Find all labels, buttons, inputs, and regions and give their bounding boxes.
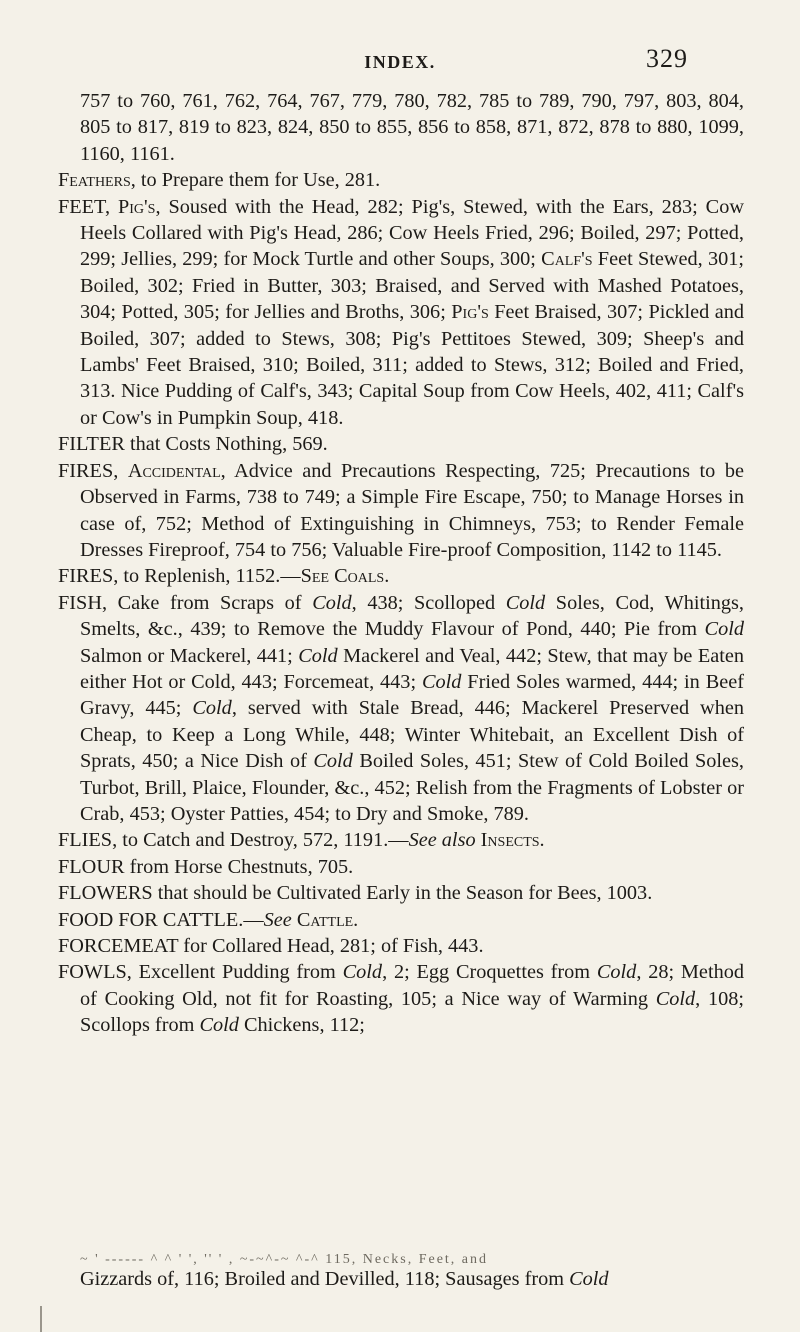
entry-heading: FIRES, [58,459,128,482]
index-entry [58,431,744,457]
entry-text: , to Replenish, 1152.— [113,565,301,588]
entry-heading: FLOUR [58,855,125,878]
entry-text: 757 to 760, 761, 762, 764, 767, 779, 780, 782, 785 to 789, 790, 797, 803, 804, 805 to 817, 819 to 823, 824, 850 to 855, 856 to 858, 871, 872, 878 to 880, 1099, 1160, 1161. [80,90,744,165]
page-edge-mark [40,1306,42,1332]
index-entry [58,933,744,959]
entry-text: , to Catch and Destroy, 572, 1191.— [112,829,409,852]
entry-heading: FORCEMEAT [58,935,179,957]
entry-heading: FOWLS [58,961,127,984]
index-entry [58,854,744,880]
page-number: 329 [646,44,688,73]
entry-heading: Feathers [58,169,131,192]
entry-heading: FLOWERS [58,882,153,905]
entry-heading: FEET, [58,195,118,218]
entry-heading: FIRES [58,565,114,588]
index-entry: FLIES, to Catch and Destroy, 572, 1191.—See also Insects. [58,829,545,852]
index-entry: FOWLS, Excellent Pudding from Cold, 2; Egg Croquettes from Cold, 28; Method of Cooking Old, not fit for Roasting, 105; a Nice way of Warming Cold, 108; Scollops from Cold Chickens, 112; [58,961,744,1037]
index-body [58,88,744,1039]
entry-heading: FOOD FOR CATTLE.— [58,908,264,931]
entry-text: that Costs Nothing, 569. [124,433,328,456]
entry-text: , to Prepare them for Use, 281. [130,169,381,192]
illegible-smudged-line: ~ ' ------ ^ ^ ' ', '' ' , ~-~^-~ ^-^ 115, Necks, Feet, and [80,1252,489,1267]
index-entry: FIRES, to Replenish, 1152.—See Coals. [58,565,390,588]
entry-heading: FILTER [58,433,125,456]
entry-heading: FLIES [58,829,113,852]
entry-text: for Collared Head, 281; of Fish, 443. [178,935,484,957]
entry-text: from Horse Chestnuts, 705. [124,855,354,878]
running-head: INDEX. [364,52,436,72]
index-entry [58,167,744,193]
entry-text: , Advice and Precautions Respecting, 725; Precautions to be Observed in Farms, 738 to 749; a Simple Fire Escape, 750; to Manage Horses in case of, 752; Method of Extinguishing in Chimneys, 753; to Render Female Dresses Fireproof, 754 to 756; Valuable Fire-proof Composition, 1142 to 1145. [80,459,744,561]
index-entry: FOOD FOR CATTLE.—See Cattle. [58,908,359,931]
index-entry [58,880,744,906]
index-entry-continuation [58,88,744,167]
index-entry: FIRES, Accidental, Advice and Precautions Respecting, 725; Precautions to be Observed in Farms, 738 to 749; a Simple Fire Escape, 750; to Manage Horses in case of, 752; Method of Extinguishing in Chimneys, 753; to Render Female Dresses Fireproof, 754 to 756; Valuable Fire-proof Composition, 1142 to 1145. [58,459,744,561]
index-entry-last-line: Gizzards of, 116; Broiled and Devilled, 118; Sausages from Cold [80,1268,609,1290]
index-entry: FEET, Pig's, Soused with the Head, 282; Pig's, Stewed, with the Ears, 283; Cow Heels Collared with Pig's Head, 286; Cow Heels Fried, 296; Boiled, 297; Potted, 299; Jellies, 299; for Mock Turtle and other Soups, 300; Calf's Feet Stewed, 301; Boiled, 302; Fried in Butter, 303; Braised, and Served with Mashed Potatoes, 304; Potted, 305; for Jellies and Broths, 306; Pig's Feet Braised, 307; Pickled and Boiled, 307; added to Stews, 308; Pig's Pettitoes Stewed, 309; Sheep's and Lambs' Feet Braised, 310; Boiled, 311; added to Stews, 312; Boiled and Fried, 313. Nice Pudding of Calf's, 343; Capital Soup from Cow Heels, 402, 411; Calf's or Cow's in Pumpkin Soup, 418. [58,195,745,429]
entry-heading: FISH [58,591,102,614]
index-entry: FISH, Cake from Scraps of Cold, 438; Scolloped Cold Soles, Cod, Whitings, Smelts, &c., 439; to Remove the Muddy Flavour of Pond, 440; Pie from Cold Salmon or Mackerel, 441; Cold Mackerel and Veal, 442; Stew, that may be Eaten either Hot or Cold, 443; Forcemeat, 443; Cold Fried Soles warmed, 444; in Beef Gravy, 445; Cold, served with Stale Bread, 446; Mackerel Preserved when Cheap, to Keep a Long While, 448; Winter Whitebait, an Excellent Dish of Sprats, 450; a Nice Dish of Cold Boiled Soles, 451; Stew of Cold Boiled Soles, Turbot, Brill, Plaice, Flounder, &c., 452; Relish from the Fragments of Lobster or Crab, 453; Oyster Patties, 454; to Dry and Smoke, 789. [58,591,744,825]
entry-text: that should be Cultivated Early in the Season for Bees, 1003. [152,882,653,905]
